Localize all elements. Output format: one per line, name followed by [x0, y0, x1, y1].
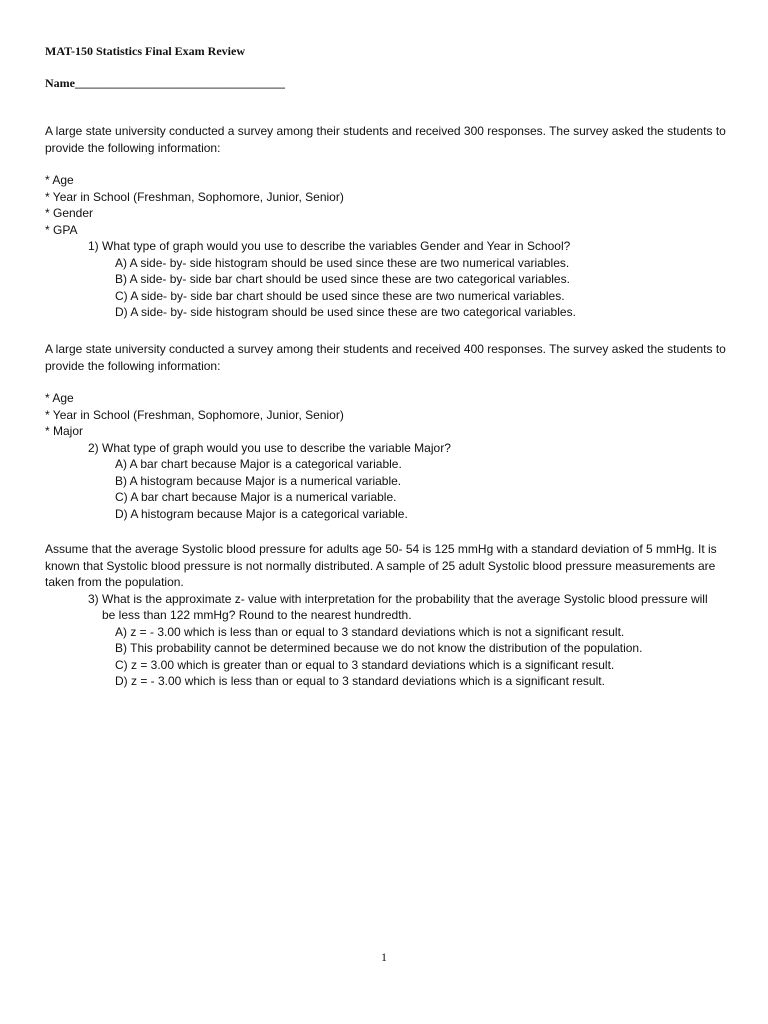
- page-number: 1: [381, 950, 387, 964]
- option-d: D) A side- by- side histogram should be used since these are two categorical variables.: [115, 305, 576, 319]
- bullet-item: * Year in School (Freshman, Sophomore, Junior, Senior): [45, 189, 344, 204]
- bullet-item: * Age: [45, 391, 74, 405]
- option-b: B) A side- by- side bar chart should be used since these are two categorical variables.: [115, 272, 570, 286]
- option-c: C) z = 3.00 which is greater than or equal to 3 standard deviations which is a significant result.: [115, 657, 615, 672]
- question-2-text: 2) What type of graph would you use to describe the variable Major?: [88, 440, 451, 455]
- bullet-item: * Age: [45, 173, 74, 187]
- option-b: B) This probability cannot be determined because we do not know the distribution of the population.: [115, 641, 643, 655]
- option-a: A) A side- by- side histogram should be used since these are two numerical variables.: [115, 255, 570, 270]
- question-2-options: [115, 456, 735, 522]
- name-field-label: Name___________________________________: [45, 76, 285, 90]
- option-b: B) A histogram because Major is a numerical variable.: [115, 473, 402, 488]
- question-3-options: [115, 624, 735, 690]
- section-1-intro: A large state university conducted a survey among their students and received 300 responses. The survey asked the students to provide the following information:: [45, 124, 726, 155]
- question-3: [88, 591, 735, 690]
- bullet-item: * Gender: [45, 206, 94, 220]
- question-3-text: 3) What is the approximate z- value with interpretation for the probability that the average Systolic blood pressure will be less than 122 mmHg? Round to the nearest hundredth.: [88, 591, 708, 622]
- option-c: C) A side- by- side bar chart should be used since these are two numerical variables.: [115, 288, 565, 303]
- section-2-intro: A large state university conducted a survey among their students and received 400 responses. The survey asked the students to provide the following information:: [45, 342, 726, 373]
- section-1: [45, 123, 735, 321]
- bullet-item: * Major: [45, 424, 84, 438]
- option-d: D) z = - 3.00 which is less than or equal to 3 standard deviations which is a significant result.: [115, 674, 605, 688]
- section-3: [45, 541, 735, 690]
- question-2: [88, 440, 735, 523]
- section-2: [45, 341, 735, 522]
- option-d: D) A histogram because Major is a categorical variable.: [115, 506, 408, 521]
- section-1-bullets: [45, 172, 735, 238]
- section-3-intro: Assume that the average Systolic blood pressure for adults age 50- 54 is 125 mmHg with a standard deviation of 5 mmHg. It is known that Systolic blood pressure is not normally distributed. A sample of 25 adult Systolic blood pressure measurements are taken from the population.: [45, 542, 717, 589]
- bullet-item: * Year in School (Freshman, Sophomore, Junior, Senior): [45, 407, 344, 422]
- option-a: A) z = - 3.00 which is less than or equal to 3 standard deviations which is not a significant result.: [115, 624, 625, 639]
- section-2-bullets: [45, 390, 735, 440]
- option-a: A) A bar chart because Major is a categorical variable.: [115, 457, 402, 471]
- document-title: MAT-150 Statistics Final Exam Review: [45, 44, 245, 58]
- option-c: C) A bar chart because Major is a numerical variable.: [115, 490, 397, 504]
- question-1: [88, 238, 735, 321]
- bullet-item: * GPA: [45, 222, 78, 237]
- question-1-options: [115, 255, 735, 321]
- question-1-text: 1) What type of graph would you use to describe the variables Gender and Year in School?: [88, 239, 571, 253]
